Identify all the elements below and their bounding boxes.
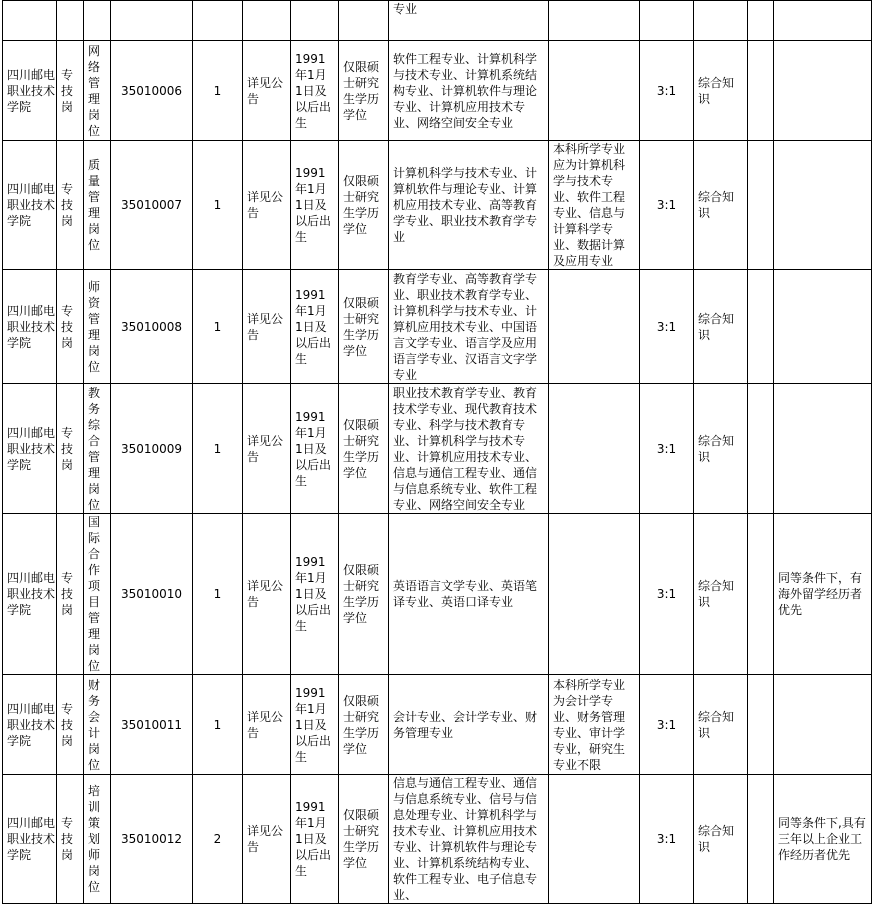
position-cell	[84, 514, 111, 675]
exam-cell: 详见公告	[243, 41, 291, 141]
cell	[111, 1, 193, 41]
cell	[3, 1, 57, 41]
education-cell: 仅限硕士研究生学历学位	[339, 41, 389, 141]
note-cell	[774, 384, 872, 514]
note-cell	[774, 141, 872, 270]
age-cell: 1991年1月1日及以后出生	[291, 141, 339, 270]
position-cell-text: 国际合作项目管理岗位	[88, 515, 101, 673]
unit-cell-text: 四川邮电职业技术学院	[7, 182, 56, 228]
exam-cell: 详见公告	[243, 384, 291, 514]
subject-cell: 综合知识	[694, 514, 748, 675]
count-cell: 1	[193, 675, 243, 775]
ratio-cell: 3:1	[640, 514, 694, 675]
table-row	[3, 141, 872, 270]
major-cell: 英语语言文学专业、英语笔译专业、英语口译专业	[389, 514, 549, 675]
blank-cell	[748, 514, 774, 675]
category-cell-text: 专技岗	[61, 571, 74, 617]
major-cell: 教育学专业、高等教育学专业、职业技术教育学专业、计算机科学与技术专业、计算机应用技术专业、中国语言文学专业、语言学及应用语言学专业、汉语言文字学专业	[389, 270, 549, 384]
blank-cell	[748, 775, 774, 904]
code-cell: 35010012	[111, 775, 193, 904]
code-cell: 35010007	[111, 141, 193, 270]
note-cell	[774, 675, 872, 775]
position-cell-text: 教务综合管理岗位	[88, 385, 101, 512]
other-requirement-cell: 本科所学专业应为计算机科学与技术专业、软件工程专业、信息与计算科学专业、数据计算及应用专业	[549, 141, 640, 270]
exam-cell: 详见公告	[243, 775, 291, 904]
category-cell	[57, 141, 84, 270]
code-cell: 35010008	[111, 270, 193, 384]
count-cell: 1	[193, 384, 243, 514]
position-cell-text: 财务会计岗位	[88, 677, 101, 772]
position-cell	[84, 675, 111, 775]
major-cell: 会计专业、会计学专业、财务管理专业	[389, 675, 549, 775]
ratio-cell: 3:1	[640, 384, 694, 514]
age-cell: 1991年1月1日及以后出生	[291, 675, 339, 775]
cell	[193, 1, 243, 41]
other-requirement-cell: 本科所学专业为会计学专业、财务管理专业、审计学专业，研究生专业不限	[549, 675, 640, 775]
age-cell: 1991年1月1日及以后出生	[291, 514, 339, 675]
unit-cell-text: 四川邮电职业技术学院	[7, 816, 56, 862]
major-cell: 信息与通信工程专业、通信与信息系统专业、信号与信息处理专业、计算机科学与技术专业、计算机应用技术专业、计算机软件与理论专业、计算机系统结构专业、软件工程专业、电子信息专业、	[389, 775, 549, 904]
category-cell	[57, 675, 84, 775]
cell	[339, 1, 389, 41]
cell	[243, 1, 291, 41]
age-cell: 1991年1月1日及以后出生	[291, 41, 339, 141]
cell	[640, 1, 694, 41]
code-cell: 35010006	[111, 41, 193, 141]
subject-cell: 综合知识	[694, 384, 748, 514]
other-requirement-cell	[549, 384, 640, 514]
age-cell: 1991年1月1日及以后出生	[291, 270, 339, 384]
unit-cell	[3, 775, 57, 904]
exam-cell: 详见公告	[243, 514, 291, 675]
category-cell	[57, 270, 84, 384]
recruitment-table	[2, 0, 872, 904]
category-cell-text: 专技岗	[61, 701, 74, 748]
position-cell	[84, 270, 111, 384]
unit-cell-text: 四川邮电职业技术学院	[7, 67, 56, 114]
count-cell: 1	[193, 514, 243, 675]
count-cell: 1	[193, 270, 243, 384]
age-cell: 1991年1月1日及以后出生	[291, 384, 339, 514]
education-cell: 仅限硕士研究生学历学位	[339, 675, 389, 775]
ratio-cell: 3:1	[640, 270, 694, 384]
note-cell	[774, 270, 872, 384]
unit-cell	[3, 270, 57, 384]
position-cell-text: 质量管理岗位	[88, 158, 101, 252]
subject-cell: 综合知识	[694, 270, 748, 384]
blank-cell	[748, 270, 774, 384]
position-cell-text: 网络管理岗位	[88, 43, 101, 138]
ratio-cell: 3:1	[640, 675, 694, 775]
note-cell: 同等条件下,具有三年以上企业工作经历者优先	[774, 775, 872, 904]
unit-cell	[3, 141, 57, 270]
note-cell	[774, 41, 872, 141]
category-cell	[57, 514, 84, 675]
major-cell: 职业技术教育学专业、教育技术学专业、现代教育技术专业、科学与技术教育专业、计算机科学与技术专业、计算机应用技术专业、信息与通信工程专业、通信与信息系统专业、软件工程专业、网络空间安全专业	[389, 384, 549, 514]
cell	[84, 1, 111, 41]
count-cell: 1	[193, 141, 243, 270]
subject-cell: 综合知识	[694, 41, 748, 141]
note-cell: 同等条件下，有海外留学经历者优先	[774, 514, 872, 675]
table-row	[3, 675, 872, 775]
major-cell: 软件工程专业、计算机科学与技术专业、计算机系统结构专业、计算机软件与理论专业、计算机应用技术专业、网络空间安全专业	[389, 41, 549, 141]
other-requirement-cell	[549, 270, 640, 384]
ratio-cell: 3:1	[640, 41, 694, 141]
age-cell: 1991年1月1日及以后出生	[291, 775, 339, 904]
position-cell	[84, 141, 111, 270]
count-cell: 2	[193, 775, 243, 904]
unit-cell	[3, 384, 57, 514]
position-cell	[84, 775, 111, 904]
cell	[549, 1, 640, 41]
table-row	[3, 514, 872, 675]
ratio-cell: 3:1	[640, 775, 694, 904]
ratio-cell: 3:1	[640, 141, 694, 270]
exam-cell: 详见公告	[243, 675, 291, 775]
unit-cell	[3, 41, 57, 141]
unit-cell-text: 四川邮电职业技术学院	[7, 571, 56, 617]
education-cell: 仅限硕士研究生学历学位	[339, 270, 389, 384]
unit-cell	[3, 514, 57, 675]
cell	[57, 1, 84, 41]
education-cell: 仅限硕士研究生学历学位	[339, 514, 389, 675]
subject-cell: 综合知识	[694, 775, 748, 904]
exam-cell: 详见公告	[243, 270, 291, 384]
category-cell-text: 专技岗	[61, 816, 74, 862]
position-cell	[84, 41, 111, 141]
table-row	[3, 41, 872, 141]
category-cell-text: 专技岗	[61, 182, 74, 228]
unit-cell-text: 四川邮电职业技术学院	[7, 303, 56, 350]
blank-cell	[748, 384, 774, 514]
position-cell-text: 培训策划师岗位	[88, 784, 101, 894]
exam-cell: 详见公告	[243, 141, 291, 270]
unit-cell-text: 四川邮电职业技术学院	[7, 701, 56, 748]
code-cell: 35010011	[111, 675, 193, 775]
position-cell-text: 师资管理岗位	[88, 279, 101, 374]
category-cell	[57, 384, 84, 514]
cell	[694, 1, 748, 41]
education-cell: 仅限硕士研究生学历学位	[339, 384, 389, 514]
unit-cell	[3, 675, 57, 775]
major-cell: 计算机科学与技术专业、计算机软件与理论专业、计算机应用技术专业、高等教育学专业、职业技术教育学专业	[389, 141, 549, 270]
education-cell: 仅限硕士研究生学历学位	[339, 141, 389, 270]
table-row	[3, 384, 872, 514]
major-cell: 专业	[389, 1, 549, 41]
blank-cell	[748, 675, 774, 775]
table-row-top-partial	[3, 1, 872, 41]
category-cell-text: 专技岗	[61, 303, 74, 350]
position-cell	[84, 384, 111, 514]
blank-cell	[748, 141, 774, 270]
other-requirement-cell	[549, 775, 640, 904]
category-cell-text: 专技岗	[61, 67, 74, 114]
other-requirement-cell	[549, 514, 640, 675]
code-cell: 35010009	[111, 384, 193, 514]
education-cell: 仅限硕士研究生学历学位	[339, 775, 389, 904]
blank-cell	[748, 41, 774, 141]
cell	[291, 1, 339, 41]
unit-cell-text: 四川邮电职业技术学院	[7, 425, 56, 472]
subject-cell: 综合知识	[694, 675, 748, 775]
category-cell	[57, 41, 84, 141]
other-requirement-cell	[549, 41, 640, 141]
cell	[774, 1, 872, 41]
table-row	[3, 775, 872, 904]
table-row	[3, 270, 872, 384]
subject-cell: 综合知识	[694, 141, 748, 270]
count-cell: 1	[193, 41, 243, 141]
category-cell-text: 专技岗	[61, 425, 74, 472]
code-cell: 35010010	[111, 514, 193, 675]
category-cell	[57, 775, 84, 904]
cell	[748, 1, 774, 41]
